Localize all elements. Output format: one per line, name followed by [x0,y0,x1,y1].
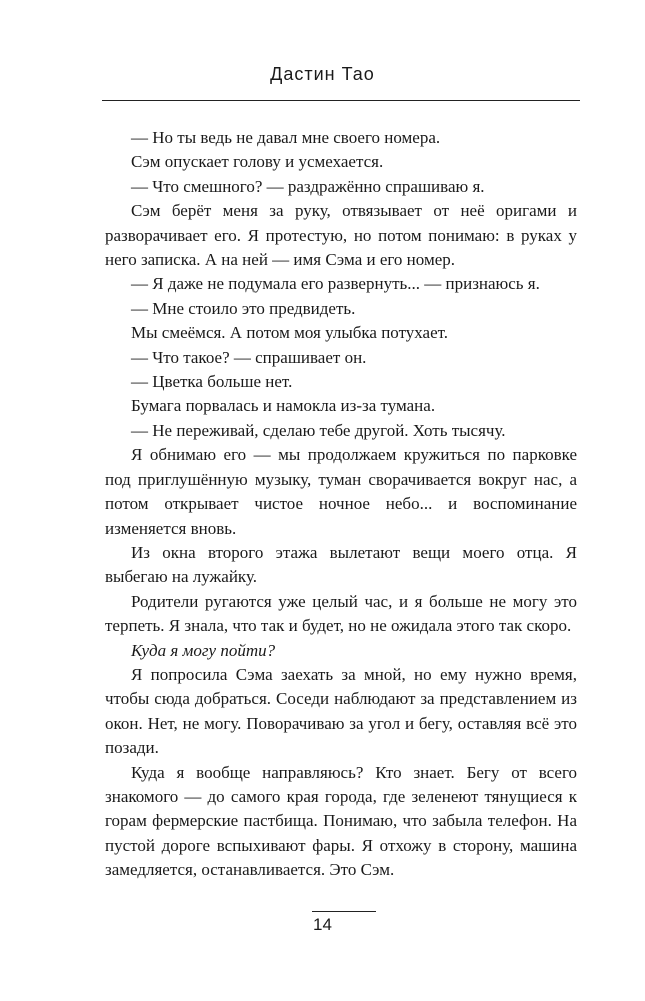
paragraph: Я попросила Сэма заехать за мной, но ему нужно время, чтобы сюда добраться. Соседи наблюдают за представлением из окон. Нет, не могу. Поворачиваю за угол и бегу, оставляя всё это позади. [105,664,577,758]
paragraph: — Что такое? — спрашивает он. [131,347,367,367]
paragraph: Сэм опускает голову и усмехается. [131,152,384,172]
paragraph: Мы смеёмся. А потом моя улыбка потухает. [131,323,449,343]
body-text [105,126,577,883]
paragraph: Из окна второго этажа вылетают вещи моего отца. Я выбегаю на лужайку. [105,542,577,587]
paragraph: Я обнимаю его — мы продолжаем кружиться по парковке под приглушённую музыку, туман сворачивается вокруг нас, а потом открывает чистое ночное небо... и воспоминание изменяется вновь. [105,445,577,538]
paragraph: Бумага порвалась и намокла из-за тумана. [131,396,436,416]
footer-rule [312,911,376,912]
header-rule [102,100,580,101]
paragraph: — Не переживай, сделаю тебе другой. Хоть тысячу. [131,420,506,440]
paragraph: Куда я вообще направляюсь? Кто знает. Бегу от всего знакомого — до самого края города, где зеленеют тянущиеся к горам фермерские пастбища. Понимаю, что забыла телефон. На пустой дороге вспыхивают фары. Я отхожу в сторону, машина замедляется, останавливается. Это Сэм. [105,762,577,880]
paragraph: — Я даже не подумала его развернуть... — признаюсь я. [131,274,540,294]
paragraph: Куда я могу пойти? [131,640,276,660]
running-head-author: Дастин Тао [270,64,375,84]
paragraph: — Цветка больше нет. [131,372,293,392]
paragraph: Родители ругаются уже целый час, и я больше не могу это терпеть. Я знала, что так и будет, но не ожидала этого так скоро. [105,591,577,636]
paragraph: — Мне стоило это предвидеть. [131,298,356,318]
paragraph: — Но ты ведь не давал мне своего номера. [131,128,441,147]
paragraph: Сэм берёт меня за руку, отвязывает от неё оригами и разворачивает его. Я протестую, но потом понимаю: в руках у него записка. А на ней — имя Сэма и его номер. [105,201,577,270]
paragraph: — Что смешного? — раздражённо спрашиваю я. [131,176,485,196]
page-number: 14 [313,915,332,934]
